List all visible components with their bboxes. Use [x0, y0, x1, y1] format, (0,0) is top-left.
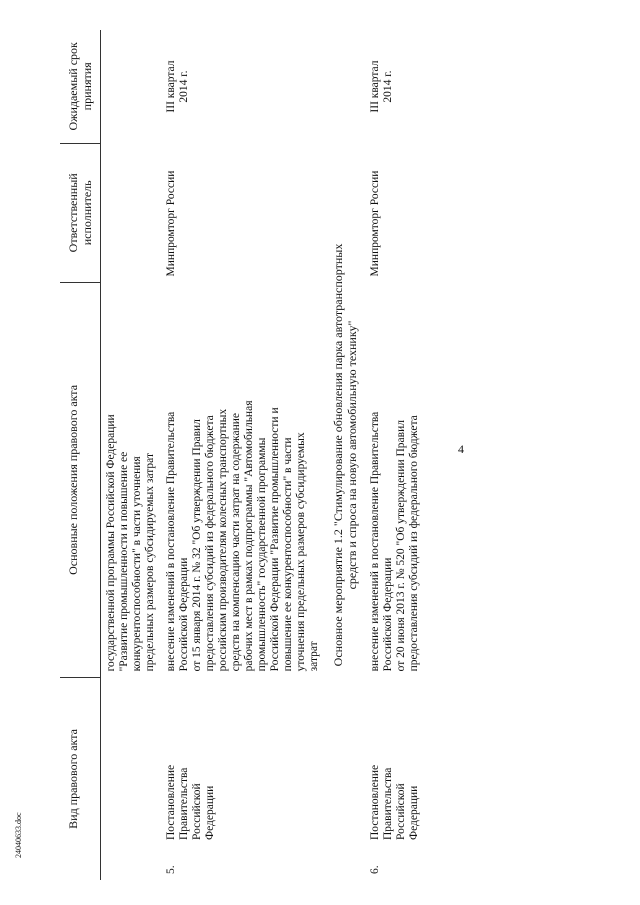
header-act-type: Вид правового акта — [60, 677, 101, 880]
row-number: 6. — [369, 865, 381, 874]
cell-act-type: 5. Постановление Правительства Российской Федерации — [165, 764, 216, 874]
row-number: 5. — [165, 865, 177, 874]
legal-acts-table — [60, 30, 425, 880]
page-number: 4 — [458, 442, 464, 456]
cell-executor: Минпромторг России — [165, 170, 177, 277]
table-row — [161, 30, 325, 880]
table-header-row — [60, 30, 101, 880]
cell-content: внесение изменений в постановление Правительства Российской Федерации от 15 января 2014 г. № 32 "Об утверждении Правил предоставления субсидий из федерального бюджета российским производителям колесных транспортных средств на компенсацию части затрат на содержание рабочих мест в рамках подпрограммы "Автомобильная промышленность" государственной программы Российской Федерации "Развитие промышленности и повышение ее конкурентоспособности" в части уточнения предельных размеров субсидируемых затрат — [165, 400, 320, 672]
table-container — [60, 0, 626, 880]
cell-content-continued: государственной программы Российской Федерации "Развитие промышленности и повышение ее конкурентоспособности" в части уточнения предельных размеров субсидируемых затрат — [105, 414, 156, 672]
cell-executor: Минпромторг России — [369, 170, 381, 277]
table-row-continued — [101, 30, 162, 880]
cell-term: III квартал 2014 г. — [165, 60, 190, 113]
cell-content: внесение изменений в постановление Правительства Российской Федерации от 20 июня 2013 г. № 520 "Об утверждении Правил предоставления субсидий из федерального бюджета — [369, 411, 420, 672]
table-row — [365, 30, 425, 880]
header-term: Ожидаемый срок принятия — [60, 30, 101, 143]
measure-heading: Основное мероприятие 1.2 "Стимулирование обновления парка автотранспортных средств и спроса на новую автомобильную технику" — [331, 243, 359, 667]
header-content: Основные положения правового акта — [60, 282, 101, 677]
cell-act-type: 6. Постановление Правительства Российской Федерации — [369, 764, 420, 874]
rotated-table-area — [60, 0, 640, 874]
document-id: 24040633.doc — [14, 812, 23, 858]
header-executor: Ответственный исполнитель — [60, 143, 101, 282]
measure-row — [325, 30, 365, 880]
cell-term: III квартал 2014 г. — [369, 60, 394, 113]
